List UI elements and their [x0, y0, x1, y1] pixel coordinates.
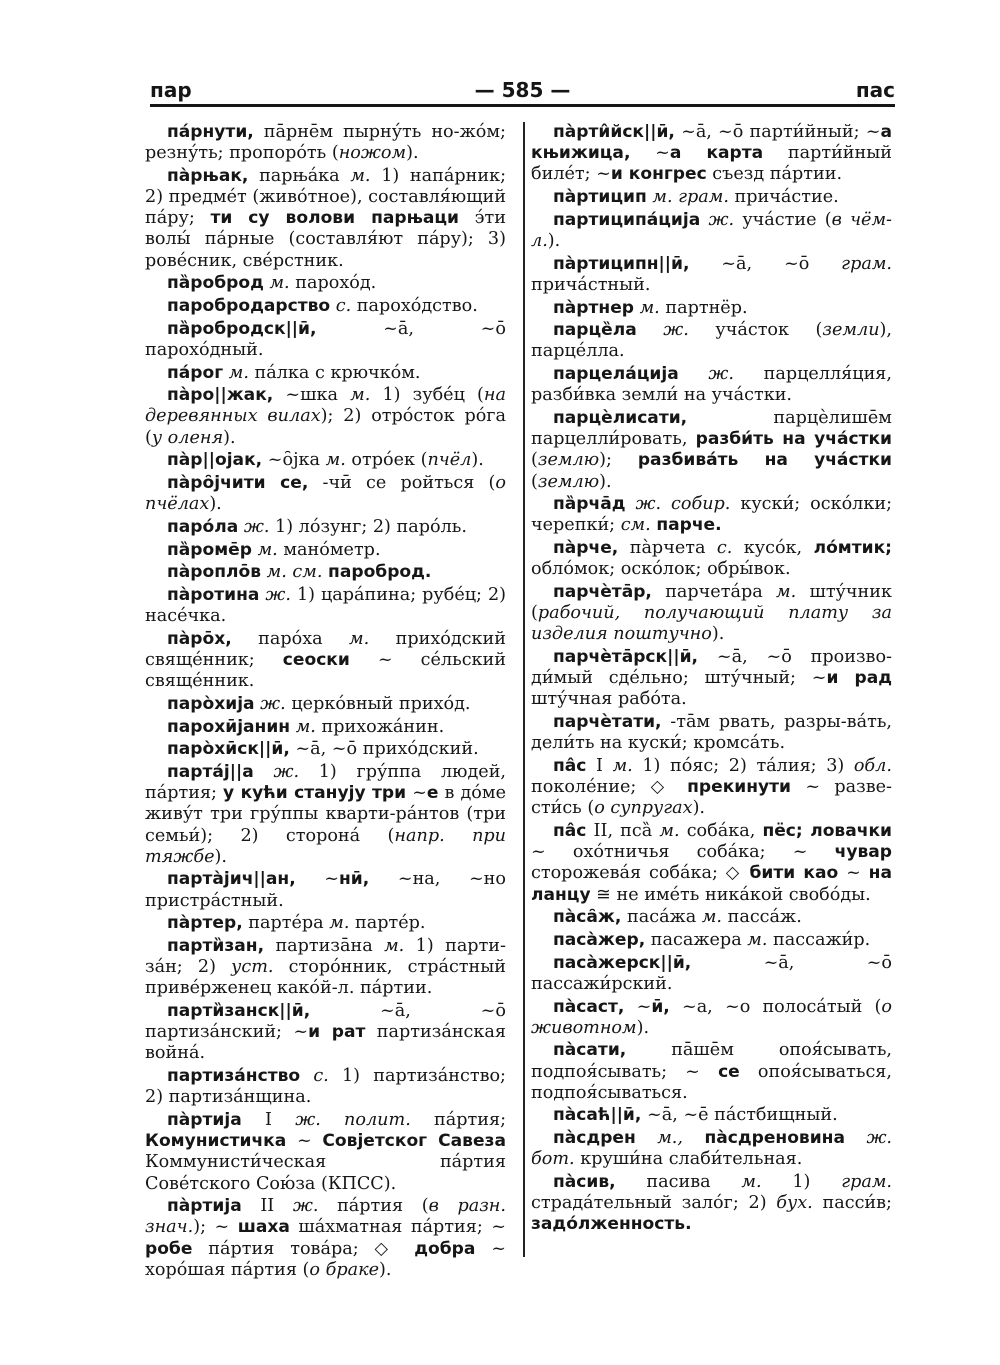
dictionary-entry: па̏робродск||ӣ, ~а̄, ~о̄ парохо́дный. — [145, 318, 506, 360]
dictionary-entry: па̀ртер, парте́ра м. парте́р. — [167, 913, 426, 934]
dictionary-entry: па̏роброд м. парохо́д. — [167, 273, 377, 294]
running-header — [150, 78, 895, 102]
dictionary-entry: парохӣјанин м. прихожа́нин. — [167, 716, 445, 737]
dictionary-entry: па̀сати, па̄ше̄м опоя́сывать, подпоя́сывать; ~ се опоя́сываться, подпоя́сываться. — [531, 1040, 892, 1103]
dictionary-entry: партиципа́ција ж. уча́стие (в чём-л.). — [531, 209, 892, 251]
header-rule — [150, 104, 895, 107]
dictionary-entry: па̀ро̄х, паро́ха м. прихо́дский свяще́нник; сеоски ~ се́льский свяще́нник. — [145, 628, 506, 692]
dictionary-entry: па̂с II, пса̏ м. соба́ка, пёс; ловачки ~ охо́тничья соба́ка; ~ чувар сторожева́я соба́ка; ◇ бити као ~ на ланцу ≅ не име́ть ника́кой свобо́ды. — [531, 821, 892, 905]
column-divider — [523, 122, 525, 1257]
dictionary-entry: па̏роме̄р м. мано́метр. — [167, 539, 381, 560]
dictionary-entry: парта̀јич||ан, ~нӣ, ~на, ~но пристра́стный. — [145, 869, 507, 911]
dictionary-entry: парчѐта̄р, парчета́ра м. шту́чник (рабочий, получающий плату за изделия поштучно). — [531, 581, 892, 645]
page-number: — 585 — — [474, 78, 571, 102]
dictionary-entry: па̂с I м. 1) по́яс; 2) та́лия; 3) обл. поколе́ние; ◇ прекинути ~ разве-сти́сь (о супругах). — [531, 755, 892, 819]
dictionary-entry: парце̏ла ж. уча́сток (земли), парце́лла. — [531, 320, 892, 362]
dictionary-entry: парта́ј||а ж. 1) гру́ппа людей, па́ртия; у кући стануjу три ~е в до́ме живу́т три гру́ппы кварти-ра́нтов (три семьи́); 2) сторона́ (напр. при тяжбе). — [145, 761, 507, 867]
dictionary-entry: па́рнути, па̄рне̄м пырну́ть но-жо́м; резну́ть; пропоро́ть (ножом). — [145, 122, 506, 164]
dictionary-entry: па̀ро̑јчити се, -чӣ се ройться (о пчёлах). — [145, 473, 506, 515]
dictionary-entry: па̀ртиципн||ӣ, ~а̄, ~о̄ грам. прича́стный. — [531, 253, 892, 295]
dictionary-entry: па̀са̑ж, паса́жа м. пасса́ж. — [553, 907, 802, 928]
dictionary-entry: па̀рти̂йск||ӣ, ~а̄, ~о̄ парти́йный; ~а књижица, ~а карта парти́йный биле́т; ~и конгрес съезд па́ртии. — [531, 122, 892, 185]
dictionary-entry: па̀ропло̄в м. см. пароброд. — [167, 562, 432, 583]
dictionary-entry: па̀сив, пасива м. 1) грам. страда́тельный зало́г; 2) бух. пасси́в; задо́лженность. — [531, 1172, 893, 1235]
dictionary-entry: паро̀хија ж. церко́вный прихо́д. — [167, 693, 471, 714]
dictionary-entry: па̀саћ||ӣ, ~а̄, ~е̄ па́стбищный. — [553, 1105, 838, 1126]
right-guide-word: пас — [855, 78, 895, 102]
dictionary-entry: па̀ротина ж. 1) цара́пина; рубе́ц; 2) насе́чка. — [145, 584, 507, 627]
dictionary-entry: парцѐлисати, парцѐлише̄м парцелли́ровать, разби́ть на уча́стки (землю); разбива́ть на уча́стки (землю). — [531, 407, 893, 492]
dictionary-entry: па́рог м. па́лка с крючко́м. — [167, 362, 421, 383]
dictionary-entry: па̀р||ојак, ~о̑јка м. отро́ек (пчёл). — [167, 450, 484, 471]
dictionary-entry: парти̏занск||ӣ, ~а̄, ~о̄ партиза́нский; ~и рат партиза́нская война́. — [145, 1001, 506, 1064]
dictionary-entry: паса̀жер, пасажера м. пассажи́р. — [553, 929, 871, 950]
dictionary-entry: паро́ла ж. 1) ло́зунг; 2) паро́ль. — [167, 516, 467, 537]
dictionary-entry: па̏рча̄д ж. собир. куски́; оско́лки; черепки́; см. парче. — [531, 494, 892, 536]
dictionary-entry: паро̀хӣск||ӣ, ~а̄, ~о̄ прихо́дский. — [167, 739, 479, 760]
dictionary-entry: па̀сдрен м., па̀сдреновина ж. бот. круши́на слаби́тельная. — [531, 1128, 893, 1170]
dictionary-entry: партиза́нство с. 1) партиза́нство; 2) партиза́нщина. — [145, 1066, 506, 1108]
dictionary-entry: парчѐтати, -та̄м рвать, разры-ва́ть, дели́ть на куски́; кромса́ть. — [531, 712, 892, 754]
left-column — [145, 122, 506, 1282]
dictionary-entry: па̀ро||жак, ~шка м. 1) зубе́ц (на деревянных вилах); 2) отро́сток ро́га (у оленя). — [145, 385, 507, 448]
dictionary-entry: па̀рњак, парња́ка м. 1) напа́рник; 2) предме́т (живо́тное), составля́ющий па́ру; ти су волови парњаци э́ти волы́ па́рные (составля́ют па́ру); 3) рове́сник, све́рстник. — [145, 165, 506, 271]
left-guide-word: пар — [150, 78, 192, 102]
dictionary-entry: па̀ртнер м. партнёр. — [553, 297, 748, 318]
dictionary-entry: паса̀жерск||ӣ, ~а̄, ~о̄ пассажи́рский. — [531, 952, 892, 994]
dictionary-entry: па̀рче, па̀рчета с. кусо́к, ло́мтик; обло́мок; оско́лок; обры́вок. — [531, 538, 892, 580]
dictionary-entry: па̀ртија II ж. па́ртия (в разн. знач.); ~ шаха ша́хматная па́ртия; ~ робе па́ртия това́ра; ◇ добра ~ хоро́шая па́ртия (о браке). — [145, 1196, 507, 1280]
right-column — [531, 122, 892, 1237]
dictionary-entry: паробродарство с. парохо́дство. — [167, 296, 478, 316]
dictionary-entry: парти̏зан, партиза̄на м. 1) парти-за́н; 2) уст. сторо́нник, стра́стный приве́рженец како́й-л. па́ртии. — [145, 935, 506, 999]
dictionary-entry: парцела́ција ж. парцелля́ция, разби́вка земли́ на уча́стки. — [531, 364, 893, 406]
dictionary-entry: парчѐта̄рск||ӣ, ~а̄, ~о̄ произво-ди́мый сде́льно; шту́чный; ~и рад шту́чная рабо́та. — [531, 647, 892, 710]
dictionary-entry: па̀ртија I ж. полит. па́ртия; Комунистичка ~ Совјетског Савеза Коммунисти́ческая па́ртия Сове́тского Сою́за (КПСС). — [145, 1109, 506, 1194]
dictionary-entry: па̀саст, ~ӣ, ~а, ~о полоса́тый (о животном). — [531, 996, 892, 1038]
dictionary-entry: па̀ртицип м. грам. прича́стие. — [553, 187, 839, 208]
